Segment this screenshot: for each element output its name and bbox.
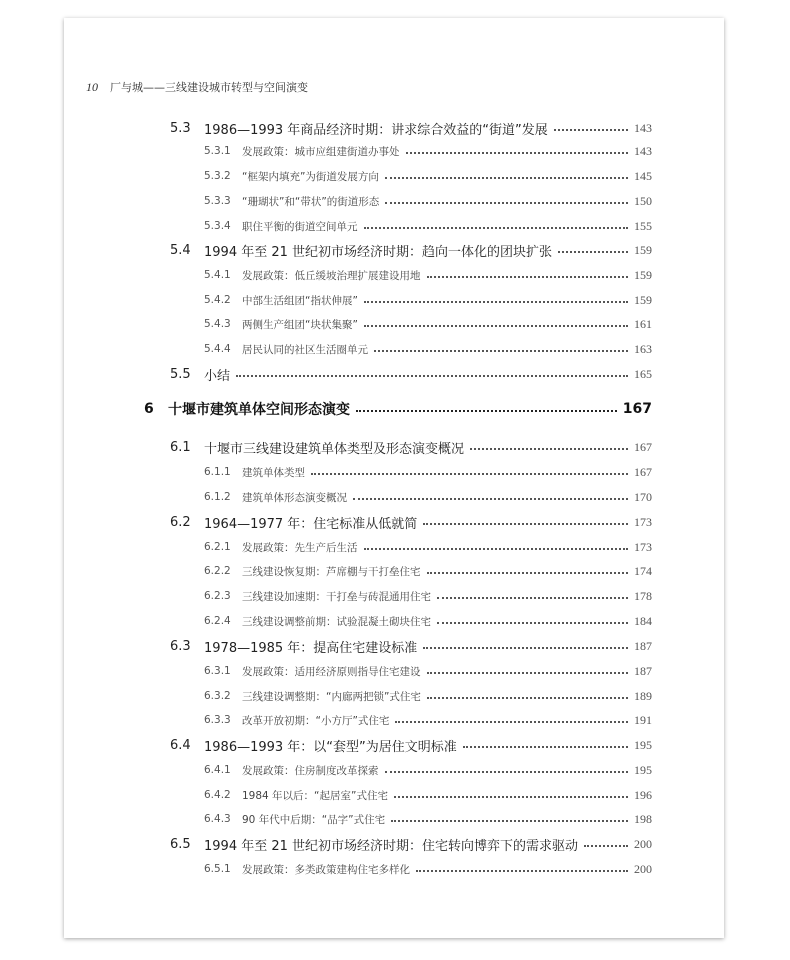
toc-entry[interactable] [0,364,790,384]
toc-entry-page: 189 [634,688,652,703]
toc-entry-title: 1964—1977 年：住宅标准从低就简 [204,516,418,532]
toc-entry-page: 200 [634,861,652,876]
toc-entry[interactable] [0,141,790,161]
toc-entry-page: 163 [634,341,652,356]
toc-entry-number: 6.2.1 [204,541,231,553]
toc-entry[interactable] [0,240,790,260]
toc-dot-leader [427,276,629,278]
toc-dot-leader [437,622,628,624]
toc-entry-page: 167 [634,464,652,479]
toc-entry[interactable] [0,265,790,285]
toc-entry-page: 165 [634,366,652,381]
toc-dot-leader [437,597,628,599]
toc-entry-title: “珊瑚状”和“带状”的街道形态 [242,195,380,208]
toc-entry-page: 161 [634,316,652,331]
toc-entry-number: 6.3.3 [204,714,231,726]
toc-entry-page: 187 [634,663,652,678]
toc-entry[interactable] [0,834,790,854]
toc-dot-leader [427,672,629,674]
toc-entry-title: “框架内填充”为街道发展方向 [242,170,379,183]
toc-entry-number: 6.3.1 [204,665,231,677]
toc-entry-page: 195 [634,737,652,752]
toc-entry[interactable] [0,487,790,507]
toc-entry-page: 174 [634,563,652,578]
toc-entry[interactable] [0,512,790,532]
toc-entry[interactable] [0,290,790,310]
toc-entry[interactable] [0,785,790,805]
toc-dot-leader [391,820,628,822]
toc-entry-page: 184 [634,613,652,628]
toc-entry-page: 159 [634,267,652,282]
toc-dot-leader [374,350,628,352]
toc-dot-leader [416,870,628,872]
toc-dot-leader [406,152,629,154]
toc-entry[interactable] [0,710,790,730]
toc-entry-number: 6.2.4 [204,615,231,627]
toc-entry-page: 191 [634,712,652,727]
toc-entry-number: 5.5 [170,366,191,382]
toc-dot-leader [427,697,628,699]
toc-dot-leader [427,572,629,574]
toc-entry[interactable] [0,661,790,681]
toc-entry-page: 187 [634,638,652,653]
toc-entry-page: 170 [634,489,652,504]
toc-dot-leader [385,771,629,773]
toc-entry-title: 1986—1993 年商品经济时期：讲求综合效益的“街道”发展 [204,122,548,138]
toc-dot-leader [364,227,629,229]
toc-entry-page: 173 [634,514,652,529]
header-book-title: 厂与城——三线建设城市转型与空间演变 [110,81,308,94]
toc-entry-page: 200 [634,836,652,851]
toc-dot-leader [356,410,617,412]
toc-entry-title: 90 年代中后期：“品字”式住宅 [242,813,386,826]
toc-entry-number: 5.4 [170,242,191,258]
toc-dot-leader [423,647,628,649]
toc-entry-title: 1994 年至 21 世纪初市场经济时期：住宅转向博弈下的需求驱动 [204,838,579,854]
toc-entry[interactable] [0,636,790,656]
toc-entry-number: 5.4.4 [204,343,231,355]
toc-dot-leader [364,548,629,550]
toc-entry-page: 178 [634,588,652,603]
toc-entry[interactable] [0,735,790,755]
toc-entry-title: 1978—1985 年：提高住宅建设标准 [204,640,418,656]
toc-entry[interactable] [0,859,790,879]
running-header [86,79,308,95]
toc-entry[interactable] [0,686,790,706]
toc-entry-title: 发展政策：住房制度改革探索 [242,764,379,777]
toc-dot-leader [364,325,628,327]
toc-entry-number: 6.4.3 [204,813,231,825]
toc-dot-leader [394,796,628,798]
toc-entry-title: 建筑单体类型 [242,466,305,479]
toc-entry[interactable] [0,314,790,334]
toc-entry[interactable] [0,216,790,236]
toc-entry-page: 143 [634,143,652,158]
toc-entry-number: 6.2 [170,514,191,530]
toc-entry[interactable] [0,760,790,780]
toc-dot-leader [311,473,628,475]
toc-entry[interactable] [0,462,790,482]
toc-dot-leader [470,448,628,450]
header-page-number: 10 [86,80,98,94]
toc-entry-title: 三线建设恢复期：芦席棚与干打垒住宅 [242,565,421,578]
toc-entry-page: 159 [634,292,652,307]
toc-entry-title: 1984 年以后：“起居室”式住宅 [242,789,388,802]
toc-entry-page: 173 [634,539,652,554]
toc-entry[interactable] [0,437,790,457]
toc-entry-number: 6.4.2 [204,789,231,801]
toc-dot-leader [385,202,628,204]
toc-entry-page: 143 [634,120,652,135]
toc-dot-leader [236,375,628,377]
toc-dot-leader [353,498,628,500]
toc-entry-title: 1986—1993 年：以“套型”为居住文明标准 [204,739,457,755]
toc-entry-number: 5.3 [170,120,191,136]
toc-entry-title: 发展政策：适用经济原则指导住宅建设 [242,665,421,678]
toc-dot-leader [364,301,628,303]
toc-entry-number: 5.3.4 [204,220,231,232]
toc-entry-number: 6.5.1 [204,863,231,875]
toc-entry-number: 6.1 [170,439,191,455]
toc-entry-page: 150 [634,193,652,208]
toc-entry[interactable] [0,537,790,557]
toc-entry[interactable] [0,586,790,606]
toc-entry-title: 1994 年至 21 世纪初市场经济时期：趋向一体化的团块扩张 [204,244,553,260]
toc-entry-number: 5.4.2 [204,294,231,306]
toc-entry-number: 5.4.1 [204,269,231,281]
toc-entry[interactable] [0,809,790,829]
toc-entry-title: 三线建设加速期：干打垒与砖混通用住宅 [242,590,431,603]
toc-entry-title: 职住平衡的街道空间单元 [242,220,358,233]
toc-entry-page: 145 [634,168,652,183]
toc-entry[interactable] [0,166,790,186]
toc-entry[interactable] [0,611,790,631]
toc-entry-number: 6.2.2 [204,565,231,577]
toc-entry-title: 改革开放初期：“小方厅”式住宅 [242,714,390,727]
toc-entry-page: 195 [634,762,652,777]
toc-dot-leader [584,845,628,847]
toc-entry-title: 小结 [204,368,231,384]
toc-entry-number: 6.1.1 [204,466,231,478]
toc-entry-number: 6.4 [170,737,191,753]
toc-entry-page: 159 [634,242,652,257]
toc-entry[interactable] [0,118,790,138]
toc-entry-number: 6.1.2 [204,491,231,503]
toc-entry[interactable] [0,339,790,359]
toc-entry-number: 6.2.3 [204,590,231,602]
toc-dot-leader [463,746,628,748]
toc-entry-title: 十堰市三线建设建筑单体类型及形态演变概况 [204,441,465,457]
toc-entry-page: 155 [634,218,652,233]
toc-entry-title: 三线建设调整前期：试验混凝土砌块住宅 [242,615,431,628]
toc-dot-leader [558,251,628,253]
toc-entry-title: 居民认同的社区生活圈单元 [242,343,368,356]
toc-entry-page: 198 [634,811,652,826]
toc-entry-title: 建筑单体形态演变概况 [242,491,347,504]
toc-entry-title: 十堰市建筑单体空间形态演变 [168,402,350,418]
toc-dot-leader [385,177,628,179]
toc-entry[interactable] [0,399,790,419]
toc-dot-leader [395,721,628,723]
toc-entry-number: 6.4.1 [204,764,231,776]
toc-entry-number: 6.3.2 [204,690,231,702]
toc-entry-title: 三线建设调整期：“内廊两把锁”式住宅 [242,690,421,703]
toc-entry-page: 167 [622,401,652,417]
toc-entry-title: 中部生活组团“指状伸展” [242,294,358,307]
toc-entry-number: 6 [144,401,154,417]
toc-entry-title: 发展政策：低丘缓坡治理扩展建设用地 [242,269,421,282]
toc-entry-number: 5.3.2 [204,170,231,182]
toc-entry-number: 5.4.3 [204,318,231,330]
toc-entry-title: 两侧生产组团“块状集聚” [242,318,358,331]
toc-entry-number: 6.3 [170,638,191,654]
toc-dot-leader [423,523,628,525]
toc-entry-title: 发展政策：多类政策建构住宅多样化 [242,863,410,876]
toc-entry[interactable] [0,191,790,211]
toc-entry-page: 167 [634,439,652,454]
toc-entry-number: 6.5 [170,836,191,852]
toc-entry-number: 5.3.3 [204,195,231,207]
toc-entry-title: 发展政策：先生产后生活 [242,541,358,554]
toc-entry[interactable] [0,561,790,581]
toc-entry-title: 发展政策：城市应组建街道办事处 [242,145,400,158]
toc-entry-page: 196 [634,787,652,802]
toc-dot-leader [554,129,628,131]
toc-entry-number: 5.3.1 [204,145,231,157]
